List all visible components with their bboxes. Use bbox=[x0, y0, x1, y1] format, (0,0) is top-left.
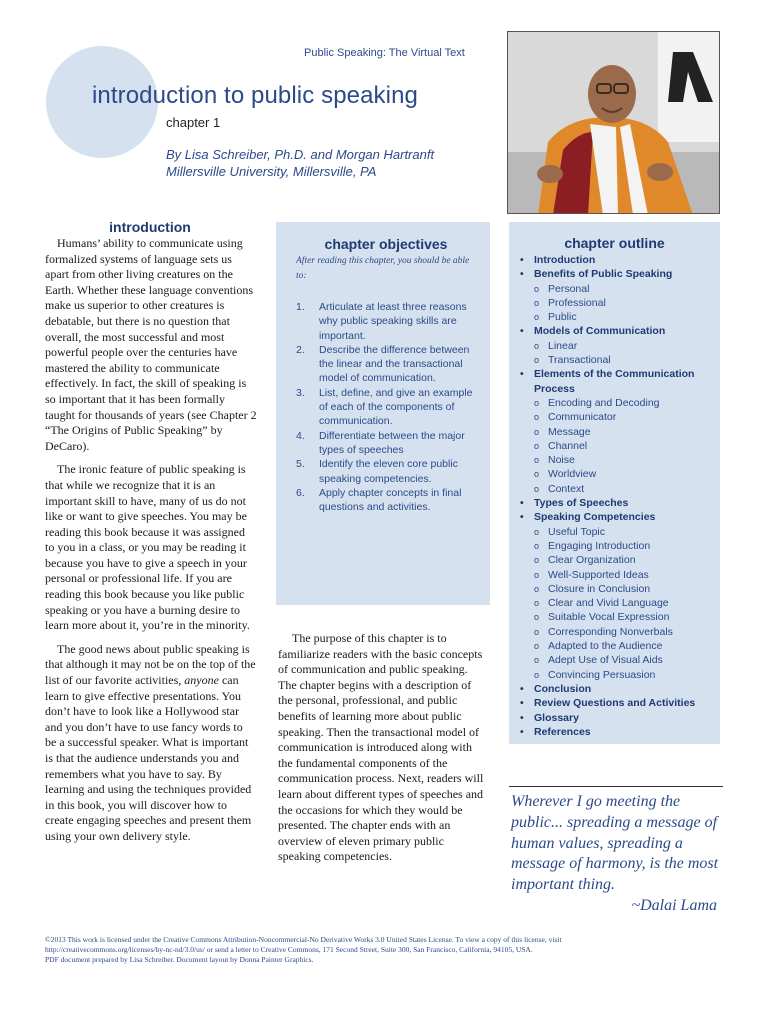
objective-item bbox=[296, 386, 476, 429]
chapter-objectives-box bbox=[276, 222, 490, 605]
sub-bullet-icon: o bbox=[534, 669, 540, 680]
objective-number: 2. bbox=[296, 343, 305, 356]
outline-subitem-label: Worldview bbox=[548, 468, 597, 481]
outline-subitem bbox=[534, 582, 712, 596]
photo-illustration bbox=[508, 32, 720, 214]
outline-subitem-label: Professional bbox=[548, 296, 606, 309]
outline-subitem bbox=[534, 482, 712, 496]
sub-bullet-icon: o bbox=[534, 312, 540, 323]
sub-bullet-icon: o bbox=[534, 655, 540, 666]
paragraph-3-start: The good news about public speaking is that although it may not be on the top of the list of our favorite activities, bbox=[45, 641, 256, 688]
footer-line-2: http://creativecommons.org/licenses/by-nc-nd/3.0/us/ or send a letter to Creative Commons, 171 Second Street, Suite 300, San Francisco, California, 94105, USA. bbox=[45, 945, 533, 954]
outline-subitem bbox=[534, 296, 712, 310]
objective-number: 1. bbox=[296, 301, 305, 313]
outline-subitem-label: Encoding and Decoding bbox=[548, 396, 660, 409]
footer-line-1: ©2013 This work is licensed under the Creative Commons Attribution-Noncommercial-No Derivative Works 3.0 United States License. To view a copy of this license, visit bbox=[45, 935, 562, 944]
outline-subitem-label: Engaging Introduction bbox=[548, 539, 651, 552]
bullet-icon: • bbox=[520, 511, 524, 524]
introduction-body bbox=[45, 236, 257, 853]
bullet-icon: • bbox=[520, 254, 524, 266]
introduction-paragraph-2: The ironic feature of public speaking is that while we recognize that it is an important skill to have, many of us do not like or want to give speeches. You may be reading this book because it was assigned to you in a class, or you may be reading it because you have to give a speech in your personal or professional life. If you are reading this book because you like public speaking or you have a burning desire to learn more about it, you’re in the minority. bbox=[45, 462, 250, 633]
objective-item bbox=[296, 300, 476, 343]
introduction-paragraph-1: Humans’ ability to communicate using formalized systems of language sets us apart from other living creatures on the Earth. Whether these language conventions make us superior to other creatures is debatable, but there is no question that overall, the most successful and most powerful people over the centuries have mastered the ability to communicate effectively. In fact, the skill of speaking is so important that it has been formally taught for thousands of years (see Chapter 2 “The Origins of Public Speaking” by DeCaro). bbox=[45, 236, 257, 453]
outline-item-label: Introduction bbox=[534, 254, 596, 266]
sub-bullet-icon: o bbox=[534, 283, 540, 294]
sub-bullet-icon: o bbox=[534, 483, 540, 494]
outline-sublist bbox=[534, 396, 712, 496]
outline-subitem bbox=[534, 610, 712, 624]
objective-text: List, define, and give an example of each of the components of communication. bbox=[319, 386, 473, 428]
outline-subitem bbox=[534, 353, 712, 367]
sub-bullet-icon: o bbox=[534, 569, 540, 580]
outline-subitem-label: Channel bbox=[548, 439, 588, 452]
outline-item bbox=[517, 324, 712, 367]
outline-subitem bbox=[534, 453, 712, 467]
sub-bullet-icon: o bbox=[534, 583, 540, 594]
outline-item bbox=[517, 253, 712, 267]
outline-subitem-label: Clear and Vivid Language bbox=[548, 597, 669, 610]
series-title: Public Speaking: The Virtual Text bbox=[304, 47, 465, 59]
outline-subitem bbox=[534, 525, 712, 539]
outline-subitem bbox=[534, 568, 712, 582]
byline-affiliation: Millersville University, Millersville, PA bbox=[166, 164, 377, 179]
outline-sublist bbox=[534, 525, 712, 682]
sub-bullet-icon: o bbox=[534, 641, 540, 652]
bullet-icon: • bbox=[520, 325, 524, 338]
chapter-outline-heading: chapter outline bbox=[564, 235, 665, 251]
outline-item bbox=[517, 725, 712, 739]
sub-bullet-icon: o bbox=[534, 612, 540, 623]
outline-subitem-label: Useful Topic bbox=[548, 525, 606, 538]
outline-item-label: Elements of the Communication Process bbox=[534, 368, 695, 395]
outline-subitem-label: Corresponding Nonverbals bbox=[548, 625, 673, 638]
outline-subitem-label: Context bbox=[548, 482, 585, 495]
objective-number: 3. bbox=[296, 386, 305, 399]
dalai-lama-photo bbox=[507, 31, 720, 214]
objective-number: 5. bbox=[296, 458, 305, 471]
sub-bullet-icon: o bbox=[534, 469, 540, 480]
outline-subitem-label: Message bbox=[548, 425, 591, 438]
outline-subitem bbox=[534, 668, 712, 682]
chapter-objectives-heading: chapter objectives bbox=[324, 236, 448, 252]
outline-subitem-label: Communicator bbox=[548, 411, 617, 424]
outline-item-label: Speaking Competencies bbox=[534, 511, 656, 524]
outline-subitem-label: Closure in Conclusion bbox=[548, 582, 651, 595]
outline-subitem-label: Well-Supported Ideas bbox=[548, 568, 649, 581]
outline-item-label: Types of Speeches bbox=[534, 497, 629, 510]
page-title: introduction to public speaking bbox=[92, 82, 418, 109]
footer-line-3: PDF document prepared by Lisa Schreiber. Document layout by Donna Painter Graphics. bbox=[45, 955, 314, 964]
outline-subitem-label: Clear Organization bbox=[548, 554, 636, 567]
outline-subitem bbox=[534, 425, 712, 439]
emphasis-anyone: anyone bbox=[184, 673, 219, 688]
byline-authors: By Lisa Schreiber, Ph.D. and Morgan Hartranft bbox=[166, 147, 435, 162]
sub-bullet-icon: o bbox=[534, 540, 540, 551]
objectives-list bbox=[296, 300, 476, 514]
outline-subitem-label: Adapted to the Audience bbox=[548, 640, 663, 653]
objective-number: 4. bbox=[296, 429, 305, 442]
paragraph-3-end: can learn to give effective presentations. You don’t have to look like a Hollywood star and you don’t have to use fancy words to be a successful speaker. What is important is that the audience understands you and remembers what you have to say. By learning and using the techniques provided in this book, you will discover how to create engaging speeches and present them using your own delivery style. bbox=[45, 673, 252, 843]
sub-bullet-icon: o bbox=[534, 626, 540, 637]
sub-bullet-icon: o bbox=[534, 426, 540, 437]
chapter-number: chapter 1 bbox=[166, 115, 221, 130]
outline-item-label: References bbox=[534, 725, 591, 738]
chapter-outline-box bbox=[509, 222, 720, 744]
outline-item bbox=[517, 711, 712, 725]
outline-subitem-label: Suitable Vocal Expression bbox=[548, 611, 670, 624]
outline-subitem-label: Noise bbox=[548, 454, 575, 467]
outline-subitem bbox=[534, 653, 712, 667]
outline-subitem bbox=[534, 553, 712, 567]
outline-item-label: Models of Communication bbox=[534, 325, 666, 338]
outline-subitem bbox=[534, 539, 712, 553]
outline-item bbox=[517, 696, 712, 710]
outline-subitem bbox=[534, 625, 712, 639]
outline-subitem bbox=[534, 467, 712, 481]
outline-item-label: Glossary bbox=[534, 711, 579, 724]
byline bbox=[166, 146, 434, 180]
outline-subitem-label: Linear bbox=[548, 339, 578, 352]
introduction-heading: introduction bbox=[109, 219, 191, 235]
outline-subitem-label: Personal bbox=[548, 282, 590, 295]
outline-item bbox=[517, 682, 712, 696]
bullet-icon: • bbox=[520, 368, 524, 381]
objective-text: Differentiate between the major types of speeches bbox=[319, 429, 465, 456]
introduction-paragraph-3 bbox=[45, 642, 257, 845]
objective-text: Describe the difference between the linear and the transactional model of communication. bbox=[319, 343, 470, 385]
bullet-icon: • bbox=[520, 682, 524, 695]
license-footer bbox=[45, 935, 735, 965]
outline-item bbox=[517, 267, 712, 324]
objective-number: 6. bbox=[296, 486, 305, 499]
sub-bullet-icon: o bbox=[534, 297, 540, 308]
sub-bullet-icon: o bbox=[534, 412, 540, 423]
sub-bullet-icon: o bbox=[534, 526, 540, 537]
sub-bullet-icon: o bbox=[534, 598, 540, 609]
chapter-purpose bbox=[278, 631, 488, 865]
objective-text: Articulate at least three reasons why public speaking skills are important. bbox=[319, 301, 467, 342]
sub-bullet-icon: o bbox=[534, 340, 540, 351]
outline-subitem bbox=[534, 396, 712, 410]
purpose-paragraph: The purpose of this chapter is to familiarize readers with the basic concepts of communication and public speaking. The chapter begins with a description of the personal, professional, and public benefits of learning more about public speaking. Then the transactional model of communication is introduced along with the fundamental components of the communication process. Next, readers will learn about different types of speeches and the occasions for which they would be presented. The chapter ends with an overview of eleven primary public speaking competencies. bbox=[278, 631, 484, 864]
outline-item bbox=[517, 496, 712, 510]
objective-item bbox=[296, 429, 476, 458]
sub-bullet-icon: o bbox=[534, 555, 540, 566]
outline-subitem bbox=[534, 310, 712, 324]
outline-subitem bbox=[534, 439, 712, 453]
outline-subitem bbox=[534, 639, 712, 653]
sub-bullet-icon: o bbox=[534, 355, 540, 366]
outline-sublist bbox=[534, 282, 712, 325]
sub-bullet-icon: o bbox=[534, 455, 540, 466]
objective-item bbox=[296, 486, 476, 515]
outline-item-label: Conclusion bbox=[534, 682, 592, 695]
objective-text: Apply chapter concepts in final questions and activities. bbox=[319, 486, 462, 514]
outline-item-label: Benefits of Public Speaking bbox=[534, 268, 673, 281]
objective-item bbox=[296, 457, 476, 486]
bullet-icon: • bbox=[520, 268, 524, 281]
outline-item bbox=[517, 510, 712, 682]
objective-text: Identify the eleven core public speaking competencies. bbox=[319, 458, 458, 485]
bullet-icon: • bbox=[520, 497, 524, 510]
bullet-icon: • bbox=[520, 711, 524, 724]
sub-bullet-icon: o bbox=[534, 397, 540, 408]
outline-subitem-label: Public bbox=[548, 311, 577, 324]
outline-subitem bbox=[534, 282, 712, 296]
sub-bullet-icon: o bbox=[534, 440, 540, 451]
bullet-icon: • bbox=[520, 697, 524, 710]
pull-quote bbox=[511, 792, 725, 917]
outline-subitem bbox=[534, 596, 712, 610]
outline-item bbox=[517, 367, 712, 496]
outline-subitem-label: Convincing Persuasion bbox=[548, 668, 656, 681]
objectives-intro: After reading this chapter, you should be able to: bbox=[296, 256, 470, 281]
quote-divider bbox=[509, 786, 723, 787]
objective-item bbox=[296, 343, 476, 386]
outline-subitem-label: Transactional bbox=[548, 354, 611, 367]
outline-subitem-label: Adept Use of Visual Aids bbox=[548, 654, 663, 667]
outline-item-label: Review Questions and Activities bbox=[534, 697, 696, 710]
outline-sublist bbox=[534, 339, 712, 368]
outline-subitem bbox=[534, 410, 712, 424]
outline-subitem bbox=[534, 339, 712, 353]
outline-list bbox=[517, 253, 712, 739]
bullet-icon: • bbox=[520, 725, 524, 738]
quote-text: Wherever I go meeting the public... spreading a message of human values, spreading a message of harmony, is the most important thing. bbox=[511, 793, 719, 894]
quote-author: ~Dalai Lama bbox=[631, 896, 717, 914]
